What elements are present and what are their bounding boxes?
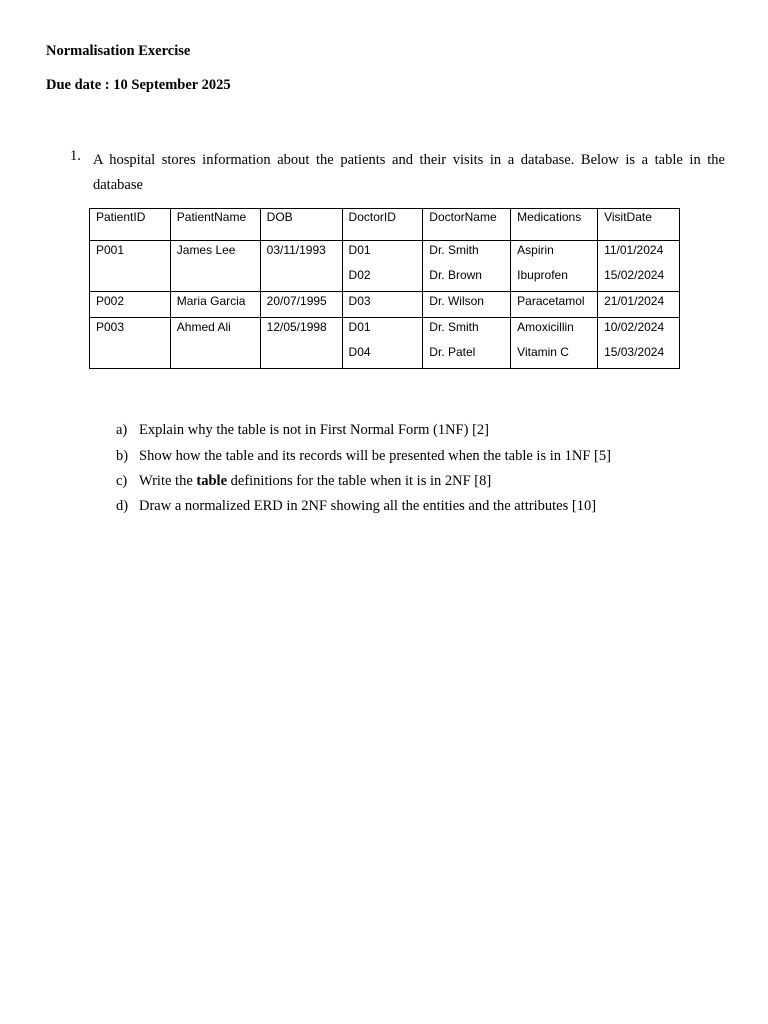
doctor-id: D03 — [348, 294, 371, 308]
dob: 12/05/1998 — [266, 320, 327, 334]
subquestion-text-start: Write the — [139, 473, 197, 489]
dob: 03/11/1993 — [266, 243, 326, 257]
table-cell — [511, 292, 598, 318]
subquestion-b — [116, 448, 611, 465]
table-cell — [511, 241, 598, 292]
doctor-id: D01 — [348, 320, 371, 334]
table-cell — [342, 318, 423, 369]
subquestion-text: Explain why the table is not in First Normal Form (1NF) [2] — [139, 422, 489, 438]
patient-id: P002 — [96, 294, 125, 308]
table-cell — [598, 241, 680, 292]
doctor-name: Dr. Wilson — [429, 294, 484, 308]
subquestion-text-bold: table — [196, 473, 228, 489]
question-text: A hospital stores information about the patients and their visits in a database. Below is a table in the database — [93, 152, 725, 193]
subquestion-text: Draw a normalized ERD in 2NF showing all the entities and the attributes [10] — [139, 498, 597, 514]
table-row — [90, 241, 680, 292]
patient-id: P001 — [96, 243, 125, 257]
table-cell — [598, 318, 680, 369]
due-date: Due date : 10 September 2025 — [46, 77, 231, 93]
table-header-row — [90, 209, 680, 241]
table-cell — [342, 241, 423, 292]
column-header: DoctorID — [342, 209, 423, 241]
column-header: PatientName — [170, 209, 260, 241]
column-header: Medications — [511, 209, 598, 241]
subquestion-a — [116, 422, 489, 439]
table-cell — [423, 318, 511, 369]
subquestion-d — [116, 498, 596, 515]
table-cell — [260, 318, 342, 369]
table-cell — [423, 292, 511, 318]
medication: Aspirin — [517, 243, 554, 257]
subquestion-text-end: definitions for the table when it is in 2NF [8] — [227, 473, 492, 489]
medication: Amoxicillin — [517, 320, 574, 334]
column-header: DoctorName — [423, 209, 511, 241]
doctor-name: Dr. Brown — [429, 268, 482, 282]
medication: Ibuprofen — [517, 268, 568, 282]
subquestion-letter: b) — [116, 448, 129, 464]
doctor-id: D04 — [348, 345, 371, 359]
dob: 20/07/1995 — [266, 294, 327, 308]
column-header: PatientID — [90, 209, 171, 241]
visit-date: 15/02/2024 — [604, 268, 665, 282]
doctor-id: D02 — [348, 268, 371, 282]
subquestion-letter: d) — [116, 498, 129, 514]
patient-name: Ahmed Ali — [176, 320, 231, 334]
subquestion-letter: a) — [116, 422, 128, 438]
table-cell — [260, 292, 342, 318]
table-cell — [511, 318, 598, 369]
subquestion-c — [116, 473, 491, 490]
patient-id: P003 — [96, 320, 125, 334]
table-cell — [260, 241, 342, 292]
table-cell — [90, 241, 171, 292]
table-cell — [598, 292, 680, 318]
document-title: Normalisation Exercise — [46, 43, 191, 59]
medication: Vitamin C — [517, 345, 569, 359]
table-cell — [342, 292, 423, 318]
doctor-name: Dr. Smith — [429, 243, 479, 257]
subquestion-text: Show how the table and its records will be presented when the table is in 1NF [5] — [139, 448, 611, 464]
medication: Paracetamol — [517, 294, 585, 308]
visit-date: 11/01/2024 — [604, 243, 664, 257]
table-cell — [90, 318, 171, 369]
table-cell — [423, 241, 511, 292]
visit-date: 10/02/2024 — [604, 320, 665, 334]
table-row — [90, 292, 680, 318]
column-header: DOB — [260, 209, 342, 241]
doctor-name: Dr. Smith — [429, 320, 479, 334]
table-cell — [170, 292, 260, 318]
visit-date: 15/03/2024 — [604, 345, 665, 359]
patient-visits-table — [89, 208, 680, 369]
subquestion-letter: c) — [116, 473, 128, 489]
table-cell — [90, 292, 171, 318]
patient-name: James Lee — [176, 243, 236, 257]
table-cell — [170, 241, 260, 292]
table-row — [90, 318, 680, 369]
doctor-name: Dr. Patel — [429, 345, 476, 359]
doctor-id: D01 — [348, 243, 371, 257]
column-header: VisitDate — [598, 209, 680, 241]
visit-date: 21/01/2024 — [604, 294, 665, 308]
table-cell — [170, 318, 260, 369]
patient-name: Maria Garcia — [176, 294, 246, 308]
question-number: 1. — [70, 148, 81, 164]
